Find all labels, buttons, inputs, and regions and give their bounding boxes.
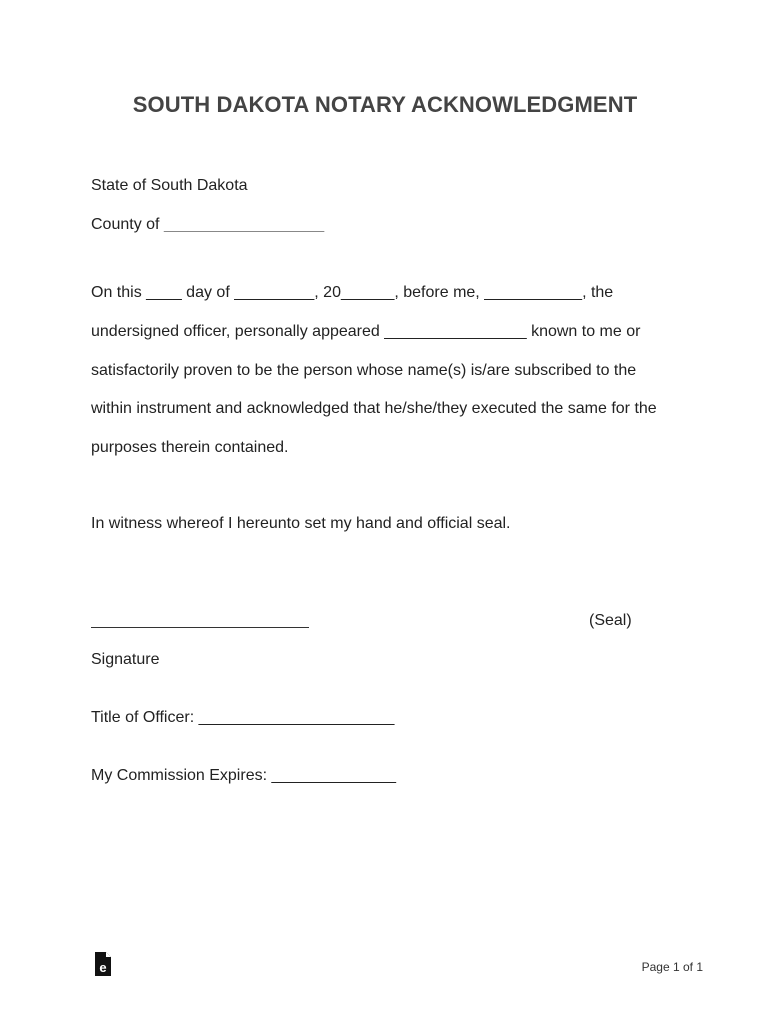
svg-text:e: e: [99, 960, 107, 975]
page-number: Page 1 of 1: [641, 960, 703, 974]
paragraph-line-4: within instrument and acknowledged that he/she/they executed the same for the: [91, 400, 657, 417]
county-label: County of: [91, 216, 160, 233]
paragraph-line-1: On this ____ day of _________, 20______, before me, ___________, the: [91, 284, 614, 301]
document-e-icon: [93, 951, 113, 977]
seal-label: (Seal): [589, 612, 632, 629]
county-line: [91, 216, 324, 234]
witness-statement: In witness whereof I hereunto set my hand and official seal.: [91, 515, 511, 532]
paragraph-line-2: undersigned officer, personally appeared ________________ known to me or: [91, 323, 641, 340]
county-blank[interactable]: __________________: [163, 216, 325, 233]
state-line: State of South Dakota: [91, 177, 248, 194]
paragraph-line-3: satisfactorily proven to be the person whose name(s) is/are subscribed to the: [91, 362, 637, 379]
paragraph-line-5: purposes therein contained.: [91, 439, 289, 456]
document-title: SOUTH DAKOTA NOTARY ACKNOWLEDGMENT: [132, 92, 638, 117]
signature-line[interactable]: [91, 627, 309, 628]
commission-expires-line[interactable]: My Commission Expires: ______________: [91, 767, 397, 784]
signature-label: Signature: [91, 651, 160, 668]
title-of-officer-line[interactable]: Title of Officer: ______________________: [91, 709, 395, 726]
